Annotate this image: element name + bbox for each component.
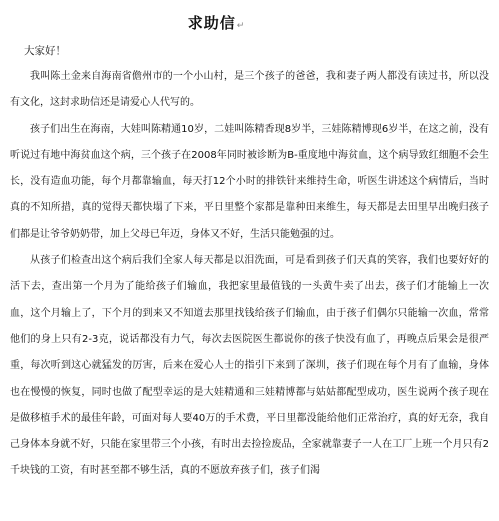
title-text: 求助信 — [187, 14, 236, 32]
paragraph-mark-icon: ↵ — [236, 21, 246, 31]
paragraph-treatment: 从孩子们检查出这个病后我们全家人每天都是以泪洗面，可是看到孩子们天真的笑容，我们也要好好的活下去，查出第一个月为了能给孩子们输血，我把家里最值钱的一头黄牛卖了出去，孩子们才能输上一次血，这个月输上了，下个月的到来又不知道去那里找钱给孩子们输血，由于孩子们偶尔只能输一次血，常常他们的身上只有2-3克，说话都没有力气，每次去医院医生都说你的孩子快没有血了，再晚点后果会是很严重，每次听到这心就猛发的厉害，后来在爱心人士的指引下来到了深圳，孩子们现在每个月有了血输，身体也在慢慢的恢复，同时也做了配型幸运的是大娃精通和三娃精博都与姑姑都配型成功，医生说两个孩子现在是做移植手术的最佳年龄，可面对每人要40万的手术费，平日里都没能给他们正常治疗，真的好无奈，我自己身体本身就不好，只能在家里带三个小孩，有时出去捡捡废品，全家就靠妻子一人在工厂上班一个月只有2千块钱的工资，有时甚至都不够生活，真的不愿放弃孩子们，孩子们渴 — [10, 255, 489, 477]
greeting-text: 大家好！ — [24, 45, 66, 57]
paragraph-intro: 我叫陈土金来自海南省儋州市的一个小山村，是三个孩子的爸爸，我和妻子两人都没有读过书，所以没有文化，这封求助信还是请爱心人代写的。 — [10, 71, 489, 109]
document-title — [10, 12, 493, 34]
paragraph-diagnosis: 孩子们出生在海南，大娃叫陈精通10岁，二娃叫陈精香现8岁半，三娃陈精博现6岁半，在这之前，没有听说过有地中海贫血这个病，三个孩子在2008年同时被诊断为B-重度地中海贫血，这个病导致红细胞不会生长，没有造血功能，每个月都靠输血，每天打12个小时的排铁针来维持生命，听医生讲述这个病情后，当时真的不知所措，真的觉得天都快塌了下来，平日里整个家都是靠种田来维生，每天都是去田里早出晚归孩子们都是让爷爷奶奶带，加上父母已年迈，身体又不好，生活只能勉强的过。 — [10, 123, 489, 240]
greeting — [24, 38, 493, 64]
